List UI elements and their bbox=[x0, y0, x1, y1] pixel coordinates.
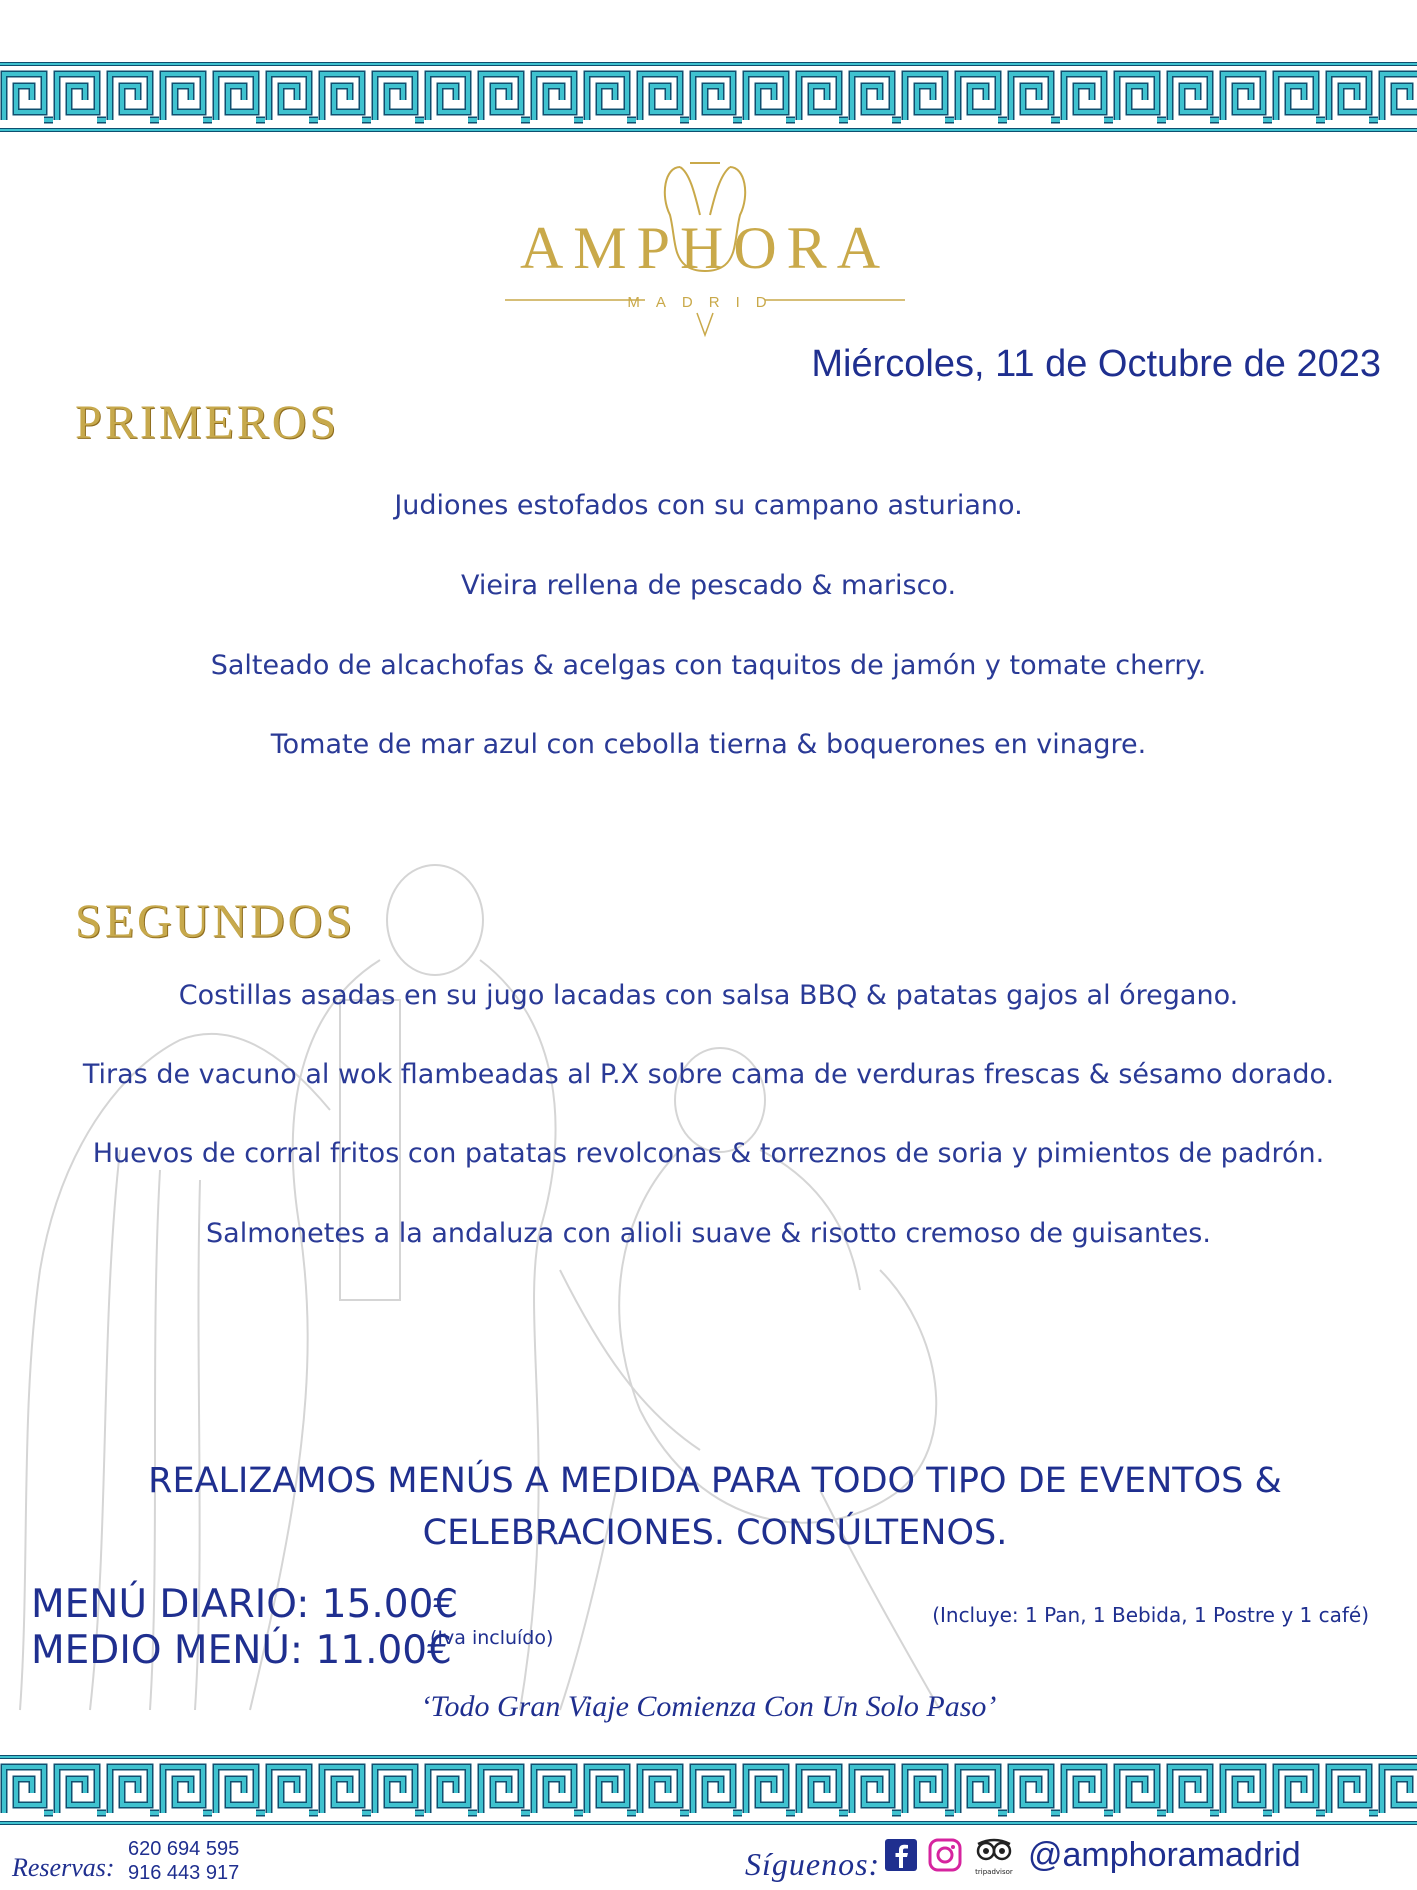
menu-date: Miércoles, 11 de Octubre de 2023 bbox=[811, 343, 1381, 385]
daily-menu-price: MENÚ DIARIO: 15.00€ bbox=[31, 1582, 459, 1627]
segundos-heading: SEGUNDOS bbox=[75, 895, 356, 948]
brand-name: AMPHORA bbox=[519, 215, 891, 281]
events-notice bbox=[0, 1455, 1417, 1559]
instagram-icon[interactable] bbox=[928, 1838, 962, 1872]
events-line-1: REALIZAMOS MENÚS A MEDIDA PARA TODO TIPO DE EVENTOS & bbox=[148, 1461, 1282, 1501]
primeros-heading: PRIMEROS bbox=[75, 396, 340, 449]
segundos-dish-3: Huevos de corral fritos con patatas revolconas & torreznos de soria y pimientos de padrón. bbox=[92, 1138, 1325, 1169]
phone-number-1[interactable]: 620 694 595 bbox=[128, 1838, 240, 1860]
social-handle[interactable]: @amphoramadrid bbox=[1028, 1836, 1301, 1874]
tripadvisor-label: tripadvisor bbox=[975, 1868, 1013, 1876]
segundos-dish-2: Tiras de vacuno al wok flambeadas al P.X sobre cama de verduras frescas & sésamo dorado. bbox=[82, 1059, 1335, 1090]
reservas-label: Reservas: bbox=[12, 1853, 115, 1882]
brand-city: MADRID bbox=[627, 294, 783, 311]
top-greek-key-border bbox=[0, 62, 1417, 132]
facebook-icon[interactable] bbox=[884, 1838, 918, 1872]
events-line-2: CELEBRACIONES. CONSÚLTENOS. bbox=[422, 1513, 1008, 1553]
segundos-dish-1: Costillas asadas en su jugo lacadas con salsa BBQ & patatas gajos al óregano. bbox=[178, 980, 1239, 1011]
primeros-dish-4: Tomate de mar azul con cebolla tierna & boquerones en vinagre. bbox=[270, 729, 1147, 760]
half-menu-price: MEDIO MENÚ: 11.00€ bbox=[31, 1628, 452, 1673]
primeros-dish-1: Judiones estofados con su campano asturiano. bbox=[394, 490, 1023, 521]
segundos-dish-4: Salmonetes a la andaluza con alioli suave & risotto cremoso de guisantes. bbox=[206, 1218, 1211, 1249]
bottom-greek-key-border bbox=[0, 1755, 1417, 1825]
primeros-dish-2: Vieira rellena de pescado & marisco. bbox=[460, 570, 957, 601]
phone-number-2[interactable]: 916 443 917 bbox=[128, 1862, 240, 1884]
tripadvisor-icon[interactable] bbox=[972, 1838, 1016, 1878]
iva-note: (Iva incluído) bbox=[430, 1627, 554, 1649]
primeros-dish-3: Salteado de alcachofas & acelgas con taquitos de jamón y tomate cherry. bbox=[210, 650, 1207, 681]
siguenos-label: Síguenos: bbox=[745, 1846, 881, 1882]
amphora-madrid-logo bbox=[495, 155, 915, 345]
motto-quote: ‘Todo Gran Viaje Comienza Con Un Solo Paso’ bbox=[420, 1690, 997, 1723]
includes-note: (Incluye: 1 Pan, 1 Bebida, 1 Postre y 1 café) bbox=[932, 1603, 1369, 1627]
